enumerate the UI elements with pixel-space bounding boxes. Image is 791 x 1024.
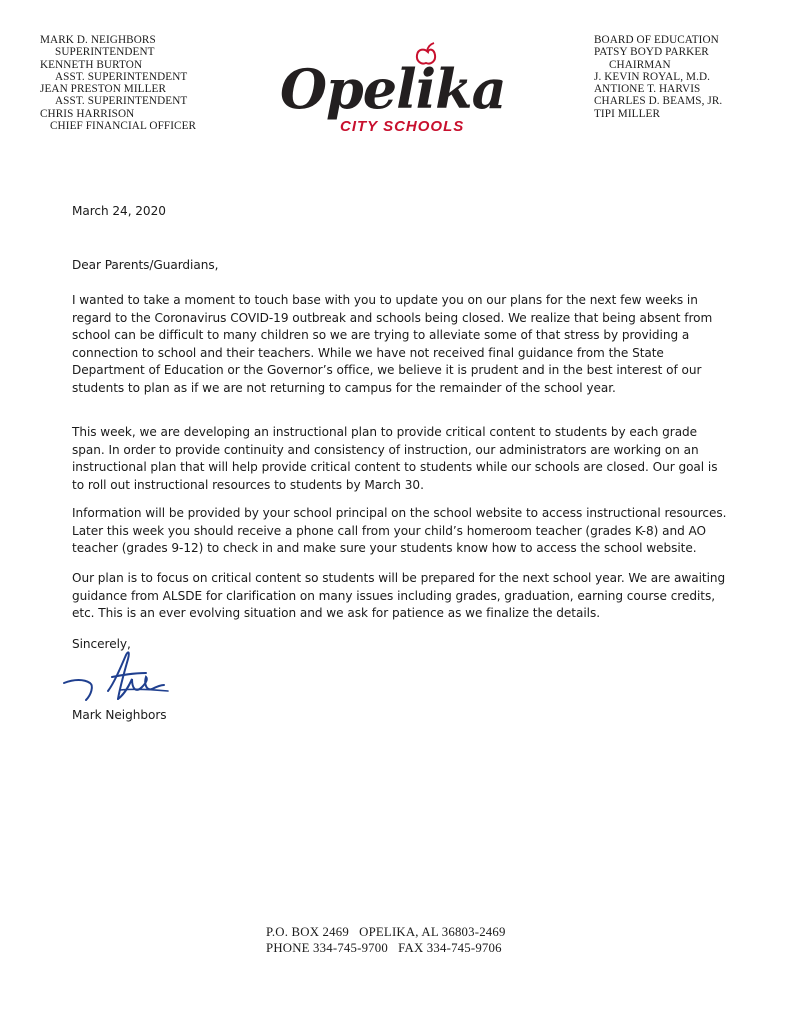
handwritten-signature	[60, 643, 180, 713]
roster-name: J. KEVIN ROYAL, M.D.	[594, 70, 711, 83]
roster-title: SUPERINTENDENT	[55, 46, 155, 59]
roster-name: CHARLES D. BEAMS, JR.	[594, 95, 723, 108]
roster-name: TIPI MILLER	[594, 107, 661, 120]
roster-name: JEAN PRESTON MILLER	[40, 83, 167, 96]
letter-closing: Sincerely,	[72, 637, 131, 651]
logo-subtitle: CITY SCHOOLS	[340, 118, 465, 135]
roster-name: PATSY BOYD PARKER	[594, 46, 709, 59]
letter-date: March 24, 2020	[72, 204, 166, 218]
footer-phone-fax: PHONE 334-745-9700 FAX 334-745-9706	[266, 941, 502, 955]
roster-title: ASST. SUPERINTENDENT	[55, 95, 188, 108]
roster-name: ANTIONE T. HARVIS	[594, 83, 701, 96]
board-roster	[594, 34, 784, 120]
letter-salutation: Dear Parents/Guardians,	[72, 258, 219, 272]
letter-paragraph: Our plan is to focus on critical content so students will be prepared for the next school year. We are awaiting guidance from ALSDE for clarification on many issues including grades, graduation, earning course credits, etc. This is an ever evolving situation and we ask for patience as we finalize the details.	[72, 571, 726, 621]
footer-address: P.O. BOX 2469 OPELIKA, AL 36803-2469	[266, 925, 506, 939]
administration-roster	[40, 34, 260, 132]
roster-title: CHAIRMAN	[609, 58, 671, 71]
logo-wordmark: Opelika	[280, 57, 506, 121]
roster-name: KENNETH BURTON	[40, 58, 143, 71]
letter-paragraph: This week, we are developing an instructional plan to provide critical content to students by each grade span. In order to provide continuity and consistency of instruction, our administrators are working on an instructional plan that will help provide critical content to students while our schools are closed. Our goal is to roll out instructional resources to students by March 30.	[72, 425, 718, 492]
board-heading: BOARD OF EDUCATION	[594, 34, 719, 46]
letter-paragraph: I wanted to take a moment to touch base with you to update you on our plans for the next few weeks in regard to the Coronavirus COVID-19 outbreak and schools being closed. We realize that being absent from school can be difficult to many children so we are trying to alleviate some of that stress by providing a connection to school and their teachers. While we have not received final guidance from the State Department of Education or the Governor’s office, we believe it is prudent and in the best interest of our students to plan as if we are not returning to campus for the remainder of the school year.	[72, 293, 713, 395]
roster-title: ASST. SUPERINTENDENT	[55, 70, 188, 83]
roster-name: CHRIS HARRISON	[40, 107, 135, 120]
letterhead-footer	[266, 924, 566, 956]
letter-paragraph: Information will be provided by your school principal on the school website to access instructional resources. Later this week you should receive a phone call from your child’s homeroom teacher (grades K-8) and AO teacher (grades 9-12) to check in and make sure your students know how to access the school website.	[72, 506, 727, 556]
signer-name: Mark Neighbors	[72, 708, 167, 722]
roster-name: MARK D. NEIGHBORS	[40, 34, 156, 46]
roster-title: CHIEF FINANCIAL OFFICER	[50, 120, 197, 133]
opelika-city-schools-logo	[278, 38, 508, 138]
